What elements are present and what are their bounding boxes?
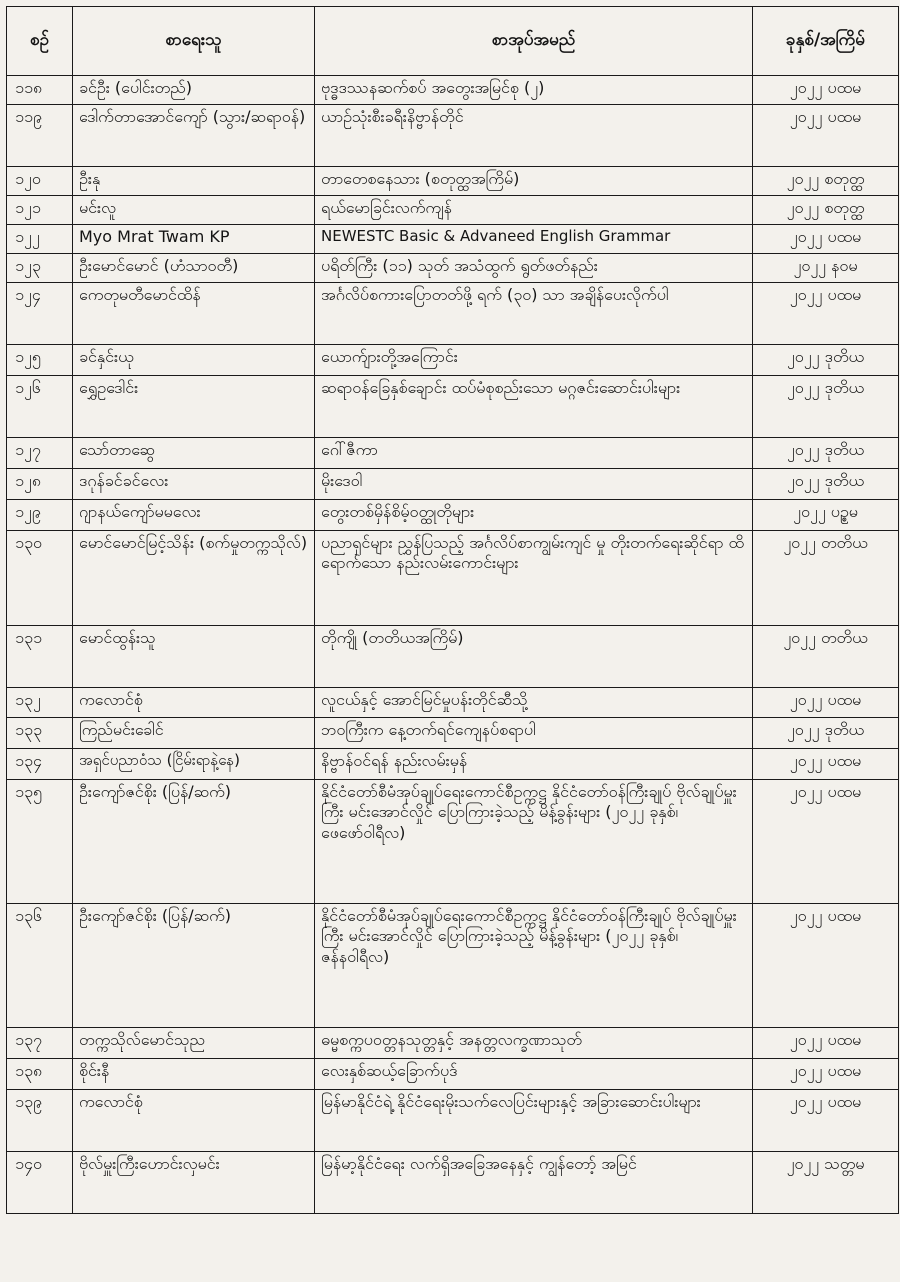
cell-edition: ၂၀၂၂ ပထမ: [753, 1059, 899, 1090]
header-author: စာရေးသူ: [73, 7, 315, 76]
cell-edition: ၂၀၂၂ စတုတ္ထ: [753, 167, 899, 196]
cell-author: ရွှေဥဒေါင်း: [73, 376, 315, 438]
cell-edition: ၂၀၂၂ ပထမ: [753, 688, 899, 718]
cell-title: ဗုဒ္ဓဒဿနဆက်စပ် အတွေးအမြင်စု (၂): [315, 76, 753, 105]
cell-title: ဂေါ်ဇီကာ: [315, 438, 753, 469]
cell-no: ၁၂၄: [7, 283, 73, 345]
table-row: [7, 626, 899, 688]
cell-title: ရယ်မောခြင်းလက်ကျန်: [315, 196, 753, 225]
cell-no: ၁၃၈: [7, 1059, 73, 1090]
cell-title: တိုကျို (တတိယအကြိမ်): [315, 626, 753, 688]
cell-title: နိဗ္ဗာန်ဝင်ရန် နည်းလမ်းမှန်: [315, 749, 753, 780]
table-row: [7, 469, 899, 500]
table-row: [7, 345, 899, 376]
cell-title: ပရိတ်ကြီး (၁၁) သုတ် အသံထွက် ရွတ်ဖတ်နည်း: [315, 254, 753, 283]
cell-no: ၁၂၃: [7, 254, 73, 283]
cell-no: ၁၂၀: [7, 167, 73, 196]
cell-author: မင်းလူ: [73, 196, 315, 225]
table-row: [7, 1028, 899, 1059]
table-row: [7, 1090, 899, 1152]
cell-author: ခင်ဦး (ပေါင်းတည်): [73, 76, 315, 105]
header-title: စာအုပ်အမည်: [315, 7, 753, 76]
cell-no: ၁၃၁: [7, 626, 73, 688]
cell-no: ၁၃၂: [7, 688, 73, 718]
cell-author: ဒေါက်တာအောင်ကျော် (သွား/ဆရာဝန်): [73, 105, 315, 167]
table-row: [7, 105, 899, 167]
cell-author: ဂျာနယ်ကျော်မမလေး: [73, 500, 315, 531]
cell-no: ၁၃၀: [7, 531, 73, 626]
cell-edition: ၂၀၂၂ ပထမ: [753, 1028, 899, 1059]
cell-author: ဦးကျော်ဇင်စိုး (ပြန်/ဆက်): [73, 904, 315, 1028]
cell-edition: ၂၀၂၂ စတုတ္ထ: [753, 196, 899, 225]
table-row: [7, 749, 899, 780]
cell-edition: ၂၀၂၂ ပထမ: [753, 76, 899, 105]
cell-no: ၁၃၇: [7, 1028, 73, 1059]
table-row: [7, 500, 899, 531]
cell-no: ၁၁၈: [7, 76, 73, 105]
cell-author: စိုင်းနီ: [73, 1059, 315, 1090]
cell-edition: ၂၀၂၂ တတိယ: [753, 626, 899, 688]
table-row: [7, 531, 899, 626]
cell-edition: ၂၀၂၂ ဒုတိယ: [753, 469, 899, 500]
cell-edition: ၂၀၂၂ နဝမ: [753, 254, 899, 283]
cell-edition: ၂၀၂၂ သတ္တမ: [753, 1152, 899, 1214]
cell-title: လေးနှစ်ဆယ့်ခြောက်ပုဒ်: [315, 1059, 753, 1090]
cell-author: သော်တာဆွေ: [73, 438, 315, 469]
cell-author: မောင်မောင်မြင့်သိန်း (စက်မှုတက္ကသိုလ်): [73, 531, 315, 626]
cell-author: ဦးနု: [73, 167, 315, 196]
cell-title: မြန်မာနိုင်ငံရဲ့ နိုင်ငံရေးမိုးသက်လေပြင်းများနှင့် အခြားဆောင်းပါးများ: [315, 1090, 753, 1152]
cell-no: ၁၁၉: [7, 105, 73, 167]
table-row: [7, 1059, 899, 1090]
cell-author: ဒဂုန်ခင်ခင်လေး: [73, 469, 315, 500]
cell-title: ဘဝကြီးက နေ့တက်ရင်ကျေနပ်စရာပါ: [315, 718, 753, 749]
cell-edition: ၂၀၂၂ ပထမ: [753, 283, 899, 345]
cell-author: ခင်နှင်းယု: [73, 345, 315, 376]
cell-title: ယောက်ျားတို့အကြောင်း: [315, 345, 753, 376]
table-row: [7, 376, 899, 438]
cell-author: အရှင်ပညာဝံသ (ငြိမ်းရာနဲ့နေ): [73, 749, 315, 780]
cell-no: ၁၃၆: [7, 904, 73, 1028]
cell-no: ၁၃၃: [7, 718, 73, 749]
cell-no: ၁၃၅: [7, 780, 73, 904]
cell-edition: ၂၀၂၂ ပထမ: [753, 780, 899, 904]
cell-no: ၁၂၈: [7, 469, 73, 500]
table-row: [7, 76, 899, 105]
cell-edition: ၂၀၂၂ ပထမ: [753, 1090, 899, 1152]
cell-title: မိုးဒေဝါ: [315, 469, 753, 500]
cell-no: ၁၃၄: [7, 749, 73, 780]
cell-title: တွေးတစ်မှိန်စိမ့်ဝတ္ထုတိုများ: [315, 500, 753, 531]
cell-author: ကေတုမတီမောင်ထိန်: [73, 283, 315, 345]
cell-no: ၁၂၁: [7, 196, 73, 225]
cell-edition: ၂၀၂၂ ပထမ: [753, 105, 899, 167]
table-row: [7, 254, 899, 283]
table-row: [7, 196, 899, 225]
cell-title: NEWESTC Basic & Advaneed English Grammar: [315, 225, 753, 254]
table-row: [7, 438, 899, 469]
book-list-table: [6, 6, 899, 1214]
cell-edition: ၂၀၂၂ ဒုတိယ: [753, 438, 899, 469]
cell-author: ဦးကျော်ဇင်စိုး (ပြန်/ဆက်): [73, 780, 315, 904]
cell-edition: ၂၀၂၂ ဒုတိယ: [753, 345, 899, 376]
cell-title: ယာဉ်သုံးစီးခရီးနိဗ္ဗာန်တိုင်: [315, 105, 753, 167]
cell-author: ဗိုလ်မှူးကြီးဟောင်းလှမင်း: [73, 1152, 315, 1214]
cell-no: ၁၃၉: [7, 1090, 73, 1152]
cell-edition: ၂၀၂၂ ပထမ: [753, 904, 899, 1028]
cell-author: ကလောင်စုံ: [73, 1090, 315, 1152]
cell-no: ၁၂၇: [7, 438, 73, 469]
cell-edition: ၂၀၂၂ ပထမ: [753, 225, 899, 254]
cell-title: ပညာရှင်များ ညွှန်ပြသည့် အင်္ဂလိပ်စာကျွမ်းကျင် မှု တိုးတက်ရေးဆိုင်ရာ ထိရောက်သော နည်းလမ်းကောင်းများ: [315, 531, 753, 626]
cell-edition: ၂၀၂၂ ဒုတိယ: [753, 718, 899, 749]
cell-no: ၁၂၉: [7, 500, 73, 531]
cell-title: ဓမ္မစက္ကပဝတ္တနသုတ္တနှင့် အနတ္တလက္ခဏာသုတ်: [315, 1028, 753, 1059]
cell-title: နိုင်ငံတော်စီမံအုပ်ချုပ်ရေးကောင်စီဥက္ကဋ္ဌ နိုင်ငံတော်ဝန်ကြီးချုပ် ဗိုလ်ချုပ်မှူးကြီး မင်းအောင်လှိုင် ပြောကြားခဲ့သည့် မိန့်ခွန်းများ (၂၀၂၂ ခုနှစ်၊ ဖေဖော်ဝါရီလ): [315, 780, 753, 904]
cell-title: နိုင်ငံတော်စီမံအုပ်ချုပ်ရေးကောင်စီဥက္ကဋ္ဌ နိုင်ငံတော်ဝန်ကြီးချုပ် ဗိုလ်ချုပ်မှူးကြီး မင်းအောင်လှိုင် ပြောကြားခဲ့သည့် မိန့်ခွန်းများ (၂၀၂၂ ခုနှစ်၊ ဇန်နဝါရီလ): [315, 904, 753, 1028]
cell-no: ၁၂၆: [7, 376, 73, 438]
book-list-sheet: [6, 6, 898, 1276]
cell-author: ဦးမောင်မောင် (ဟံသာဝတီ): [73, 254, 315, 283]
header-edition: ခုနှစ်/အကြိမ်: [753, 7, 899, 76]
cell-author: မောင်ထွန်းသူ: [73, 626, 315, 688]
cell-author: Myo Mrat Twam KP: [73, 225, 315, 254]
cell-author: တက္ကသိုလ်မောင်သုည: [73, 1028, 315, 1059]
cell-edition: ၂၀၂၂ ပဥ္စမ: [753, 500, 899, 531]
table-row: [7, 167, 899, 196]
table-row: [7, 283, 899, 345]
cell-title: အင်္ဂလိပ်စကားပြောတတ်ဖို့ ရက် (၃၀) သာ အချိန်ပေးလိုက်ပါ: [315, 283, 753, 345]
header-row: [7, 7, 899, 76]
cell-edition: ၂၀၂၂ ဒုတိယ: [753, 376, 899, 438]
cell-no: ၁၂၂: [7, 225, 73, 254]
cell-edition: ၂၀၂၂ တတိယ: [753, 531, 899, 626]
table-row: [7, 780, 899, 904]
table-row: [7, 225, 899, 254]
cell-title: မြန်မာ့နိုင်ငံရေး လက်ရှိအခြေအနေနှင့် ကျွန်တော့် အမြင်: [315, 1152, 753, 1214]
cell-edition: ၂၀၂၂ ပထမ: [753, 749, 899, 780]
cell-title: တာတေစနေသား (စတုတ္ထအကြိမ်): [315, 167, 753, 196]
table-row: [7, 904, 899, 1028]
cell-title: လူငယ်နှင့် အောင်မြင်မှုပန်းတိုင်ဆီသို့: [315, 688, 753, 718]
table-row: [7, 718, 899, 749]
cell-no: ၁၂၅: [7, 345, 73, 376]
cell-author: ကြည်မင်းခေါင်: [73, 718, 315, 749]
table-row: [7, 688, 899, 718]
header-no: စဉ်: [7, 7, 73, 76]
cell-title: ဆရာဝန်ခြေနှစ်ချောင်း ထပ်မံစုစည်းသော မဂ္ဂဇင်းဆောင်းပါးများ: [315, 376, 753, 438]
cell-no: ၁၄၀: [7, 1152, 73, 1214]
cell-author: ကလောင်စုံ: [73, 688, 315, 718]
table-row: [7, 1152, 899, 1214]
